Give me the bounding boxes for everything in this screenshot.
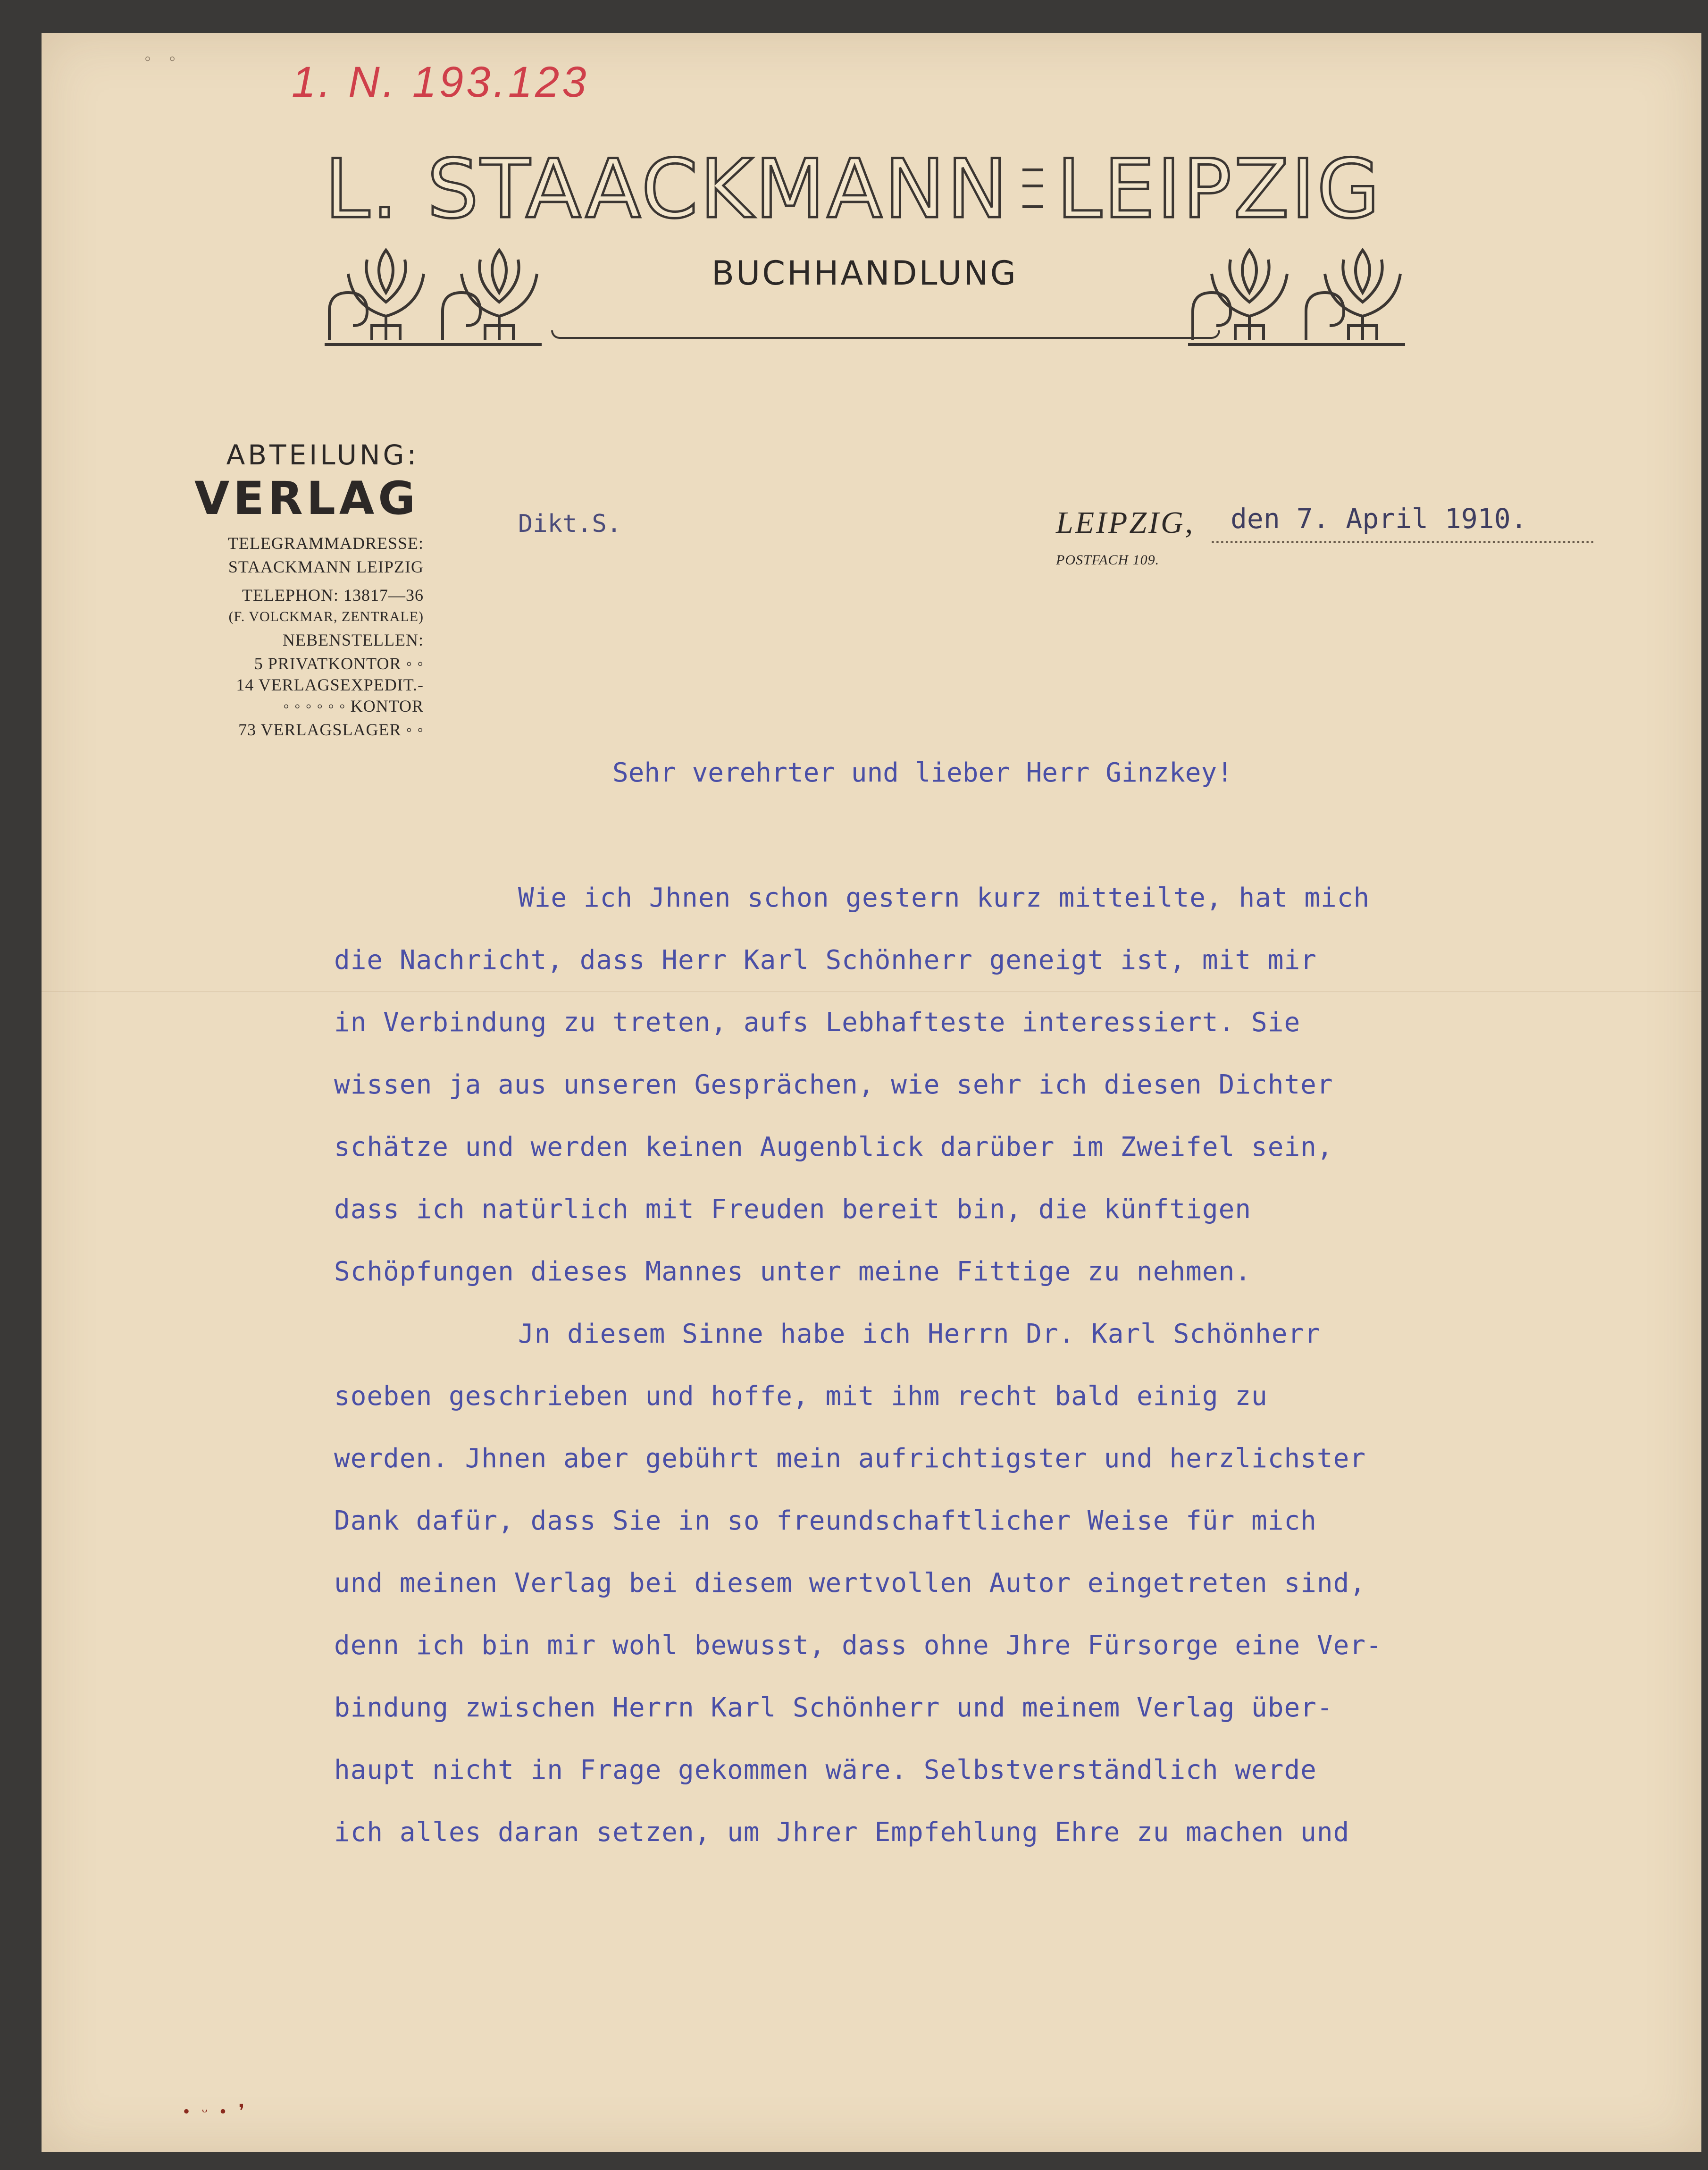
body-line: Wie ich Jhnen schon gestern kurz mitteilte, hat mich: [518, 883, 1370, 913]
letter-postbox: POSTFACH 109.: [1056, 552, 1160, 568]
date-dotted-line: [1212, 541, 1594, 543]
body-line: schätze und werden keinen Augenblick darüber im Zweifel sein,: [334, 1132, 1333, 1162]
body-line: werden. Jhnen aber gebührt mein aufrichtigster und herzlichster: [334, 1443, 1366, 1474]
punch-marks: ◦ ◦: [144, 48, 183, 69]
brand-separator-icon: [1022, 168, 1043, 208]
body-line: ich alles daran setzen, um Jhrer Empfehlung Ehre zu machen und: [334, 1817, 1350, 1848]
sidebar-line: ◦ ◦ ◦ ◦ ◦ ◦ KONTOR: [283, 697, 424, 715]
archive-reference: 1. N. 193.123: [292, 58, 589, 106]
body-line: Schöpfungen dieses Mannes unter meine Fittige zu nehmen.: [334, 1256, 1252, 1287]
edge-stains: • ᵕ • ❜: [183, 2101, 249, 2122]
sidebar-line: TELEGRAMMADRESSE:: [227, 534, 424, 553]
sidebar-line: 73 VERLAGSLAGER ◦ ◦: [238, 720, 424, 739]
letter-date: den 7. April 1910.: [1231, 503, 1527, 535]
sidebar-line: 5 PRIVATKONTOR ◦ ◦: [254, 654, 424, 673]
sidebar-line: STAACKMANN LEIPZIG: [228, 557, 424, 576]
body-line: denn ich bin mir wohl bewusst, dass ohne Jhre Fürsorge eine Ver-: [334, 1630, 1382, 1661]
sidebar-line: 14 VERLAGSEXPEDIT.-: [236, 675, 424, 694]
letter-sheet: [42, 33, 1701, 2152]
body-line: und meinen Verlag bei diesem wertvollen Autor eingetreten sind,: [334, 1568, 1366, 1598]
letterhead-rule: [551, 330, 1220, 339]
body-line: wissen ja aus unseren Gesprächen, wie sehr ich diesen Dichter: [334, 1069, 1333, 1100]
fold-crease: [42, 991, 1701, 993]
body-line: haupt nicht in Frage gekommen wäre. Selbstverständlich werde: [334, 1755, 1317, 1785]
department-label: ABTEILUNG:: [226, 439, 419, 471]
body-line: in Verbindung zu treten, aufs Lebhafteste interessiert. Sie: [334, 1007, 1301, 1038]
sidebar-line: NEBENSTELLEN:: [283, 631, 424, 649]
brand-city: LEIPZIG: [1056, 142, 1382, 236]
body-line: die Nachricht, dass Herr Karl Schönherr geneigt ist, mit mir: [334, 945, 1317, 976]
letterhead-brand: [325, 142, 1466, 236]
body-line: dass ich natürlich mit Freuden bereit bin, die künftigen: [334, 1194, 1252, 1225]
body-line: Jn diesem Sinne habe ich Herrn Dr. Karl Schönherr: [518, 1319, 1321, 1349]
sidebar-line: TELEPHON: 13817—36: [242, 586, 424, 605]
brand-name: L. STAACKMANN: [325, 142, 1010, 236]
department-name: VERLAG: [194, 472, 419, 525]
art-nouveau-palmette-icon: [320, 241, 546, 349]
dictation-mark: Dikt.S.: [518, 510, 622, 538]
body-line: bindung zwischen Herrn Karl Schönherr und meinem Verlag über-: [334, 1692, 1333, 1723]
letterhead-subtitle: BUCHHANDLUNG: [712, 254, 1018, 293]
body-line: soeben geschrieben und hoffe, mit ihm recht bald einig zu: [334, 1381, 1268, 1412]
salutation: Sehr verehrter und lieber Herr Ginzkey!: [612, 757, 1233, 788]
letter-place: LEIPZIG,: [1056, 505, 1195, 540]
body-line: Dank dafür, dass Sie in so freundschaftlicher Weise für mich: [334, 1506, 1317, 1536]
sidebar-line: (F. VOLCKMAR, ZENTRALE): [228, 609, 424, 624]
